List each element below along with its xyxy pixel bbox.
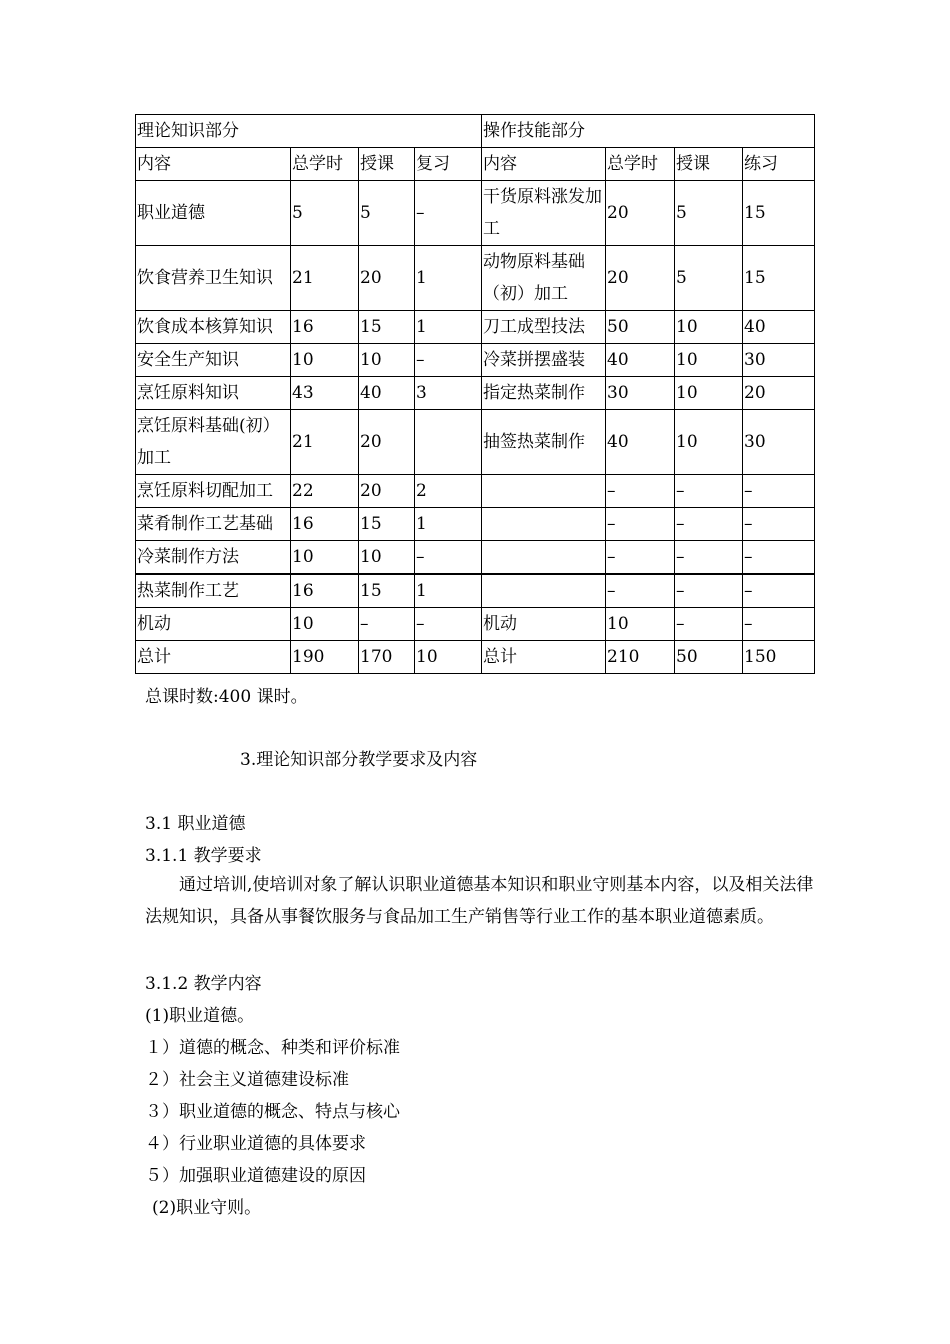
table-cell: 总计 <box>482 641 606 674</box>
table-cell: 15 <box>743 181 815 246</box>
table-cell: 冷菜拼摆盛装 <box>482 344 606 377</box>
table-cell: – <box>743 475 815 508</box>
section-heading: 3.理论知识部分教学要求及内容 <box>240 750 478 770</box>
table-cell: 22 <box>291 475 359 508</box>
column-header: 总学时 <box>291 148 359 181</box>
table-cell: – <box>675 608 743 641</box>
table-cell: 抽签热菜制作 <box>482 410 606 475</box>
table-cell: – <box>743 508 815 541</box>
table-cell: 动物原料基础（初）加工 <box>482 246 606 311</box>
table-row <box>136 475 815 508</box>
table-cell: 10 <box>291 344 359 377</box>
table-cell: 干货原料涨发加工 <box>482 181 606 246</box>
list-item: １）道德的概念、种类和评价标准 <box>145 1038 400 1058</box>
table-cell: 菜肴制作工艺基础 <box>136 508 291 541</box>
table-cell: 10 <box>359 344 415 377</box>
table-cell: 40 <box>606 344 675 377</box>
table-cell: 机动 <box>482 608 606 641</box>
table-cell: – <box>675 475 743 508</box>
table-cell: 2 <box>415 475 482 508</box>
table-cell: 职业道德 <box>136 181 291 246</box>
subsubsection-heading: 3.1.2 教学内容 <box>145 974 262 994</box>
table-cell: 5 <box>675 181 743 246</box>
table-cell: 20 <box>359 475 415 508</box>
table-cell: 5 <box>359 181 415 246</box>
section-skill: 操作技能部分 <box>482 115 815 148</box>
table-cell: 40 <box>359 377 415 410</box>
column-header: 授课 <box>675 148 743 181</box>
table-cell: 1 <box>415 508 482 541</box>
table-row-total <box>136 641 815 674</box>
table-cell <box>482 574 606 608</box>
table-cell: 刀工成型技法 <box>482 311 606 344</box>
subsection-heading: 3.1 职业道德 <box>145 814 246 834</box>
column-header: 内容 <box>482 148 606 181</box>
column-header: 复习 <box>415 148 482 181</box>
column-header-row <box>136 148 815 181</box>
table-cell: 冷菜制作方法 <box>136 541 291 575</box>
table-cell: 机动 <box>136 608 291 641</box>
table-cell <box>482 541 606 575</box>
table-cell: 20 <box>606 246 675 311</box>
table-cell: 30 <box>743 344 815 377</box>
table-cell: 烹饪原料知识 <box>136 377 291 410</box>
table-cell: 烹饪原料基础(初）加工 <box>136 410 291 475</box>
table-cell: 15 <box>743 246 815 311</box>
table-cell: 21 <box>291 410 359 475</box>
table-cell <box>415 410 482 475</box>
table-cell: 40 <box>743 311 815 344</box>
table-cell: – <box>415 541 482 575</box>
table-cell: – <box>743 574 815 608</box>
table-row <box>136 608 815 641</box>
table-cell: 190 <box>291 641 359 674</box>
table-cell: 10 <box>675 344 743 377</box>
body-paragraph: 通过培训,使培训对象了解认识职业道德基本知识和职业守则基本内容，以及相关法律法规知识，具备从事餐饮服务与食品加工生产销售等行业工作的基本职业道德素质。 <box>145 875 814 927</box>
table-cell: 30 <box>743 410 815 475</box>
section-theory: 理论知识部分 <box>136 115 482 148</box>
table-cell: 10 <box>359 541 415 575</box>
table-cell: – <box>675 541 743 575</box>
table-cell: 1 <box>415 246 482 311</box>
table-cell: 50 <box>606 311 675 344</box>
table-cell: 43 <box>291 377 359 410</box>
table-cell: – <box>606 508 675 541</box>
table-cell: 210 <box>606 641 675 674</box>
table-cell: 饮食营养卫生知识 <box>136 246 291 311</box>
table-cell: 16 <box>291 311 359 344</box>
table-cell: 20 <box>743 377 815 410</box>
table-cell: 15 <box>359 574 415 608</box>
table-cell: 饮食成本核算知识 <box>136 311 291 344</box>
table-cell: – <box>675 508 743 541</box>
table-cell: 20 <box>606 181 675 246</box>
list-item: (1)职业道德。 <box>145 1006 255 1026</box>
table-cell: – <box>415 181 482 246</box>
table-cell: 安全生产知识 <box>136 344 291 377</box>
subsubsection-heading: 3.1.1 教学要求 <box>145 846 262 866</box>
table-cell: – <box>359 608 415 641</box>
column-header: 练习 <box>743 148 815 181</box>
column-header: 授课 <box>359 148 415 181</box>
course-hours-table <box>135 114 815 674</box>
table-cell: 10 <box>415 641 482 674</box>
column-header: 内容 <box>136 148 291 181</box>
table-cell: 16 <box>291 508 359 541</box>
table-cell: 20 <box>359 410 415 475</box>
table-row <box>136 377 815 410</box>
table-cell: 总计 <box>136 641 291 674</box>
table-row <box>136 344 815 377</box>
table-cell: 30 <box>606 377 675 410</box>
list-item: ５）加强职业道德建设的原因 <box>145 1166 366 1186</box>
table-cell: – <box>415 344 482 377</box>
table-cell: 10 <box>675 410 743 475</box>
table-row <box>136 246 815 311</box>
list-item: ３）职业道德的概念、特点与核心 <box>145 1102 400 1122</box>
table-cell: 10 <box>291 541 359 575</box>
table-cell: 5 <box>291 181 359 246</box>
table-row <box>136 410 815 475</box>
table-cell: 21 <box>291 246 359 311</box>
table-cell: 170 <box>359 641 415 674</box>
table-cell: 10 <box>675 311 743 344</box>
table-cell: 50 <box>675 641 743 674</box>
table-cell: – <box>606 574 675 608</box>
table-cell: 20 <box>359 246 415 311</box>
table-cell: 16 <box>291 574 359 608</box>
table-cell: 指定热菜制作 <box>482 377 606 410</box>
table-cell: 1 <box>415 311 482 344</box>
table-cell: 热菜制作工艺 <box>136 574 291 608</box>
table-cell <box>482 508 606 541</box>
table-row <box>136 311 815 344</box>
table-cell: – <box>606 541 675 575</box>
list-item: ４）行业职业道德的具体要求 <box>145 1134 366 1154</box>
table-cell: 1 <box>415 574 482 608</box>
table-cell: – <box>743 608 815 641</box>
table-cell: 15 <box>359 508 415 541</box>
table-cell: 15 <box>359 311 415 344</box>
table-cell <box>482 475 606 508</box>
table-row <box>136 574 815 608</box>
table-cell: 40 <box>606 410 675 475</box>
table-cell: 烹饪原料切配加工 <box>136 475 291 508</box>
table-row <box>136 508 815 541</box>
table-cell: 10 <box>675 377 743 410</box>
table-cell: – <box>743 541 815 575</box>
list-item: ２）社会主义道德建设标准 <box>145 1070 349 1090</box>
section-header-row <box>136 115 815 148</box>
table-row <box>136 541 815 575</box>
table-cell: – <box>415 608 482 641</box>
total-hours-note: 总课时数:400 课时。 <box>145 687 308 707</box>
table-cell: – <box>606 475 675 508</box>
table-cell: 10 <box>291 608 359 641</box>
table-row <box>136 181 815 246</box>
column-header: 总学时 <box>606 148 675 181</box>
table-cell: 3 <box>415 377 482 410</box>
table-cell: – <box>675 574 743 608</box>
table-cell: 150 <box>743 641 815 674</box>
table-cell: 5 <box>675 246 743 311</box>
list-item: (2)职业守则。 <box>152 1198 262 1218</box>
table-cell: 10 <box>606 608 675 641</box>
